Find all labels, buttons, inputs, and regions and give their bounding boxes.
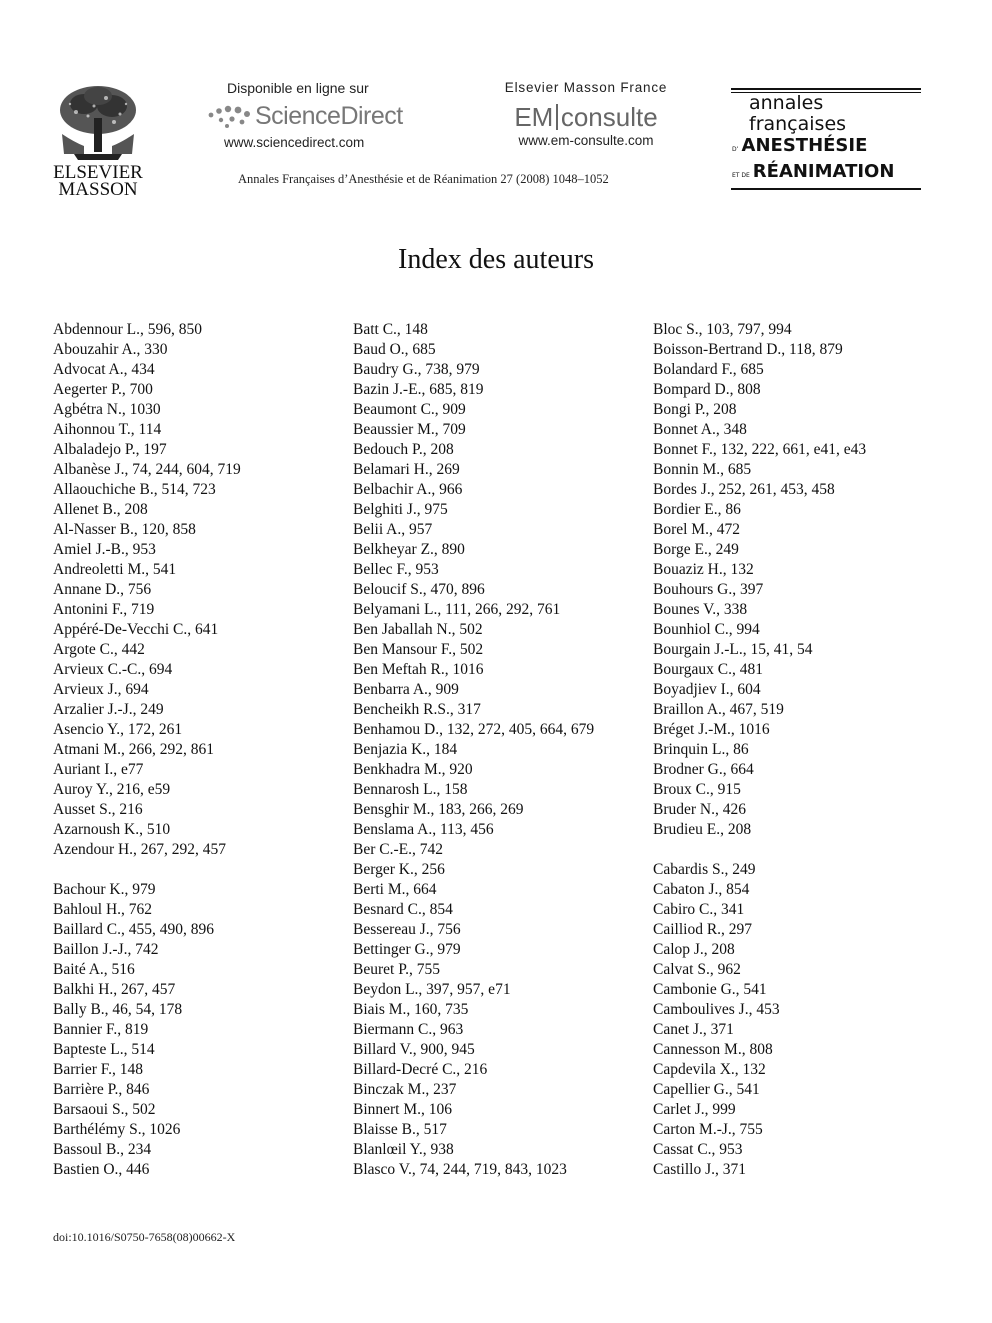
- index-entry: Billard-Decré C., 216: [353, 1061, 488, 1078]
- index-entry: Andreoletti M., 541: [53, 561, 177, 578]
- index-entry: Atmani M., 266, 292, 861: [53, 741, 215, 758]
- index-entry: Beloucif S., 470, 896: [353, 581, 485, 598]
- index-entry: Binnert M., 106: [353, 1101, 453, 1118]
- index-entry: Bensghir M., 183, 266, 269: [353, 801, 524, 818]
- index-entry: Billard V., 900, 945: [353, 1041, 475, 1058]
- index-entry: Benbarra A., 909: [353, 681, 459, 698]
- index-entry: Bazin J.-E., 685, 819: [353, 381, 484, 398]
- index-entry: Brudieu E., 208: [653, 821, 752, 838]
- index-entry: Baillon J.-J., 742: [53, 941, 159, 958]
- index-entry: Belghiti J., 975: [353, 501, 448, 518]
- sciencedirect-url[interactable]: www.sciencedirect.com: [224, 135, 365, 150]
- index-entry: Bencheikh R.S., 317: [353, 701, 481, 718]
- journal-logo-line-2: françaises: [749, 113, 847, 135]
- index-entry: Belyamani L., 111, 266, 292, 761: [353, 601, 561, 618]
- index-entry: Broux C., 915: [653, 781, 741, 798]
- index-entry: Belii A., 957: [353, 521, 433, 538]
- index-entry: Bruder N., 426: [653, 801, 746, 818]
- index-entry: Arvieux J., 694: [53, 681, 149, 698]
- journal-logo-line-4-text: RÉANIMATION: [752, 161, 895, 182]
- index-entry: Baud O., 685: [353, 341, 436, 358]
- index-entry: Bounes V., 338: [653, 601, 748, 618]
- index-entry: Baité A., 516: [53, 961, 135, 978]
- index-entry: Amiel J.-B., 953: [53, 541, 156, 558]
- index-entry: Bréget J.-M., 1016: [653, 721, 770, 738]
- publisher-name: ELSEVIER MASSON: [53, 162, 143, 200]
- index-entry: Bourgain J.-L., 15, 41, 54: [653, 641, 813, 658]
- index-entry: Capdevila X., 132: [653, 1061, 766, 1078]
- index-entry: Blanlœil Y., 938: [353, 1141, 454, 1158]
- index-entry: Allenet B., 208: [53, 501, 148, 518]
- index-entry: Azarnoush K., 510: [53, 821, 171, 838]
- doi-footer: doi:10.1016/S0750-7658(08)00662-X: [53, 1230, 236, 1244]
- index-letter-gap: [653, 840, 943, 860]
- index-entry: Bloc S., 103, 797, 994: [653, 321, 792, 338]
- index-entry: Abouzahir A., 330: [53, 341, 168, 358]
- index-entry: Cassat C., 953: [653, 1141, 743, 1158]
- index-entry: Cabardis S., 249: [653, 861, 756, 878]
- index-entry: Bourgaux C., 481: [653, 661, 763, 678]
- sciencedirect-block: [207, 80, 407, 150]
- index-entry: Agbétra N., 1030: [53, 401, 161, 418]
- index-entry: Calop J., 208: [653, 941, 735, 958]
- elsevier-masson-logo: [52, 84, 144, 198]
- journal-logo-line-3-text: ANESTHÉSIE: [741, 135, 868, 156]
- index-entry: Borge E., 249: [653, 541, 739, 558]
- emconsulte-url[interactable]: www.em-consulte.com: [518, 133, 654, 148]
- index-entry: Aihonnou T., 114: [53, 421, 162, 438]
- index-entry: Bally B., 46, 54, 178: [53, 1001, 183, 1018]
- sciencedirect-dots-icon: [207, 105, 251, 129]
- index-entry: Bettinger G., 979: [353, 941, 461, 958]
- index-entry: Bonnet A., 348: [653, 421, 747, 438]
- journal-logo-line-4-prefix: ET DE: [732, 172, 750, 179]
- emconsulte-logo: [496, 103, 676, 131]
- index-entry: Bouhours G., 397: [653, 581, 764, 598]
- index-entry: Abdennour L., 596, 850: [53, 321, 202, 338]
- index-entry: Arzalier J.-J., 249: [53, 701, 164, 718]
- index-entry: Blaisse B., 517: [353, 1121, 447, 1138]
- tree-emblem-icon: [54, 84, 142, 162]
- journal-logo-line-3-prefix: D’: [732, 146, 739, 153]
- index-entry: Albanèse J., 74, 244, 604, 719: [53, 461, 241, 478]
- index-entry: Cabiro C., 341: [653, 901, 745, 918]
- index-entry: Bonnet F., 132, 222, 661, e41, e43: [653, 441, 867, 458]
- index-entry: Bastien O., 446: [53, 1161, 150, 1178]
- index-entry: Bessereau J., 756: [353, 921, 461, 938]
- index-entry: Barthélémy S., 1026: [53, 1121, 181, 1138]
- index-entry: Albaladejo P., 197: [53, 441, 167, 458]
- index-entry: Biermann C., 963: [353, 1021, 464, 1038]
- index-entry: Bennarosh L., 158: [353, 781, 468, 798]
- index-entry: Belbachir A., 966: [353, 481, 463, 498]
- index-entry: Borel M., 472: [653, 521, 740, 538]
- index-entry: Cabaton J., 854: [653, 881, 750, 898]
- index-entry: Berti M., 664: [353, 881, 437, 898]
- emconsulte-logo-consulte: consulte: [560, 102, 658, 132]
- index-entry: Berger K., 256: [353, 861, 445, 878]
- journal-logo-line-1: annales: [749, 92, 824, 114]
- index-entry: Ben Mansour F., 502: [353, 641, 484, 658]
- index-entry: Boisson-Bertrand D., 118, 879: [653, 341, 843, 358]
- index-entry: Bouaziz H., 132: [653, 561, 754, 578]
- index-entry: Belamari H., 269: [353, 461, 460, 478]
- index-column-3: [653, 320, 943, 1180]
- journal-logo: [731, 88, 921, 190]
- index-entry: Cannesson M., 808: [653, 1041, 773, 1058]
- journal-logo-rule-top: [731, 88, 921, 90]
- index-entry: Belkheyar Z., 890: [353, 541, 465, 558]
- index-entry: Bahloul H., 762: [53, 901, 153, 918]
- index-entry: Carton M.-J., 755: [653, 1121, 763, 1138]
- index-entry: Barrier F., 148: [53, 1061, 144, 1078]
- index-entry: Antonini F., 719: [53, 601, 155, 618]
- index-entry: Camboulives J., 453: [653, 1001, 780, 1018]
- index-entry: Baillard C., 455, 490, 896: [53, 921, 215, 938]
- emconsulte-publisher: Elsevier Masson France: [504, 80, 668, 95]
- sciencedirect-name: ScienceDirect: [255, 102, 403, 130]
- index-entry: Beaumont C., 909: [353, 401, 466, 418]
- journal-logo-line-4: [732, 161, 921, 187]
- index-entry: Asencio Y., 172, 261: [53, 721, 183, 738]
- index-entry: Aegerter P., 700: [53, 381, 153, 398]
- index-entry: Capellier G., 541: [653, 1081, 760, 1098]
- page-title: Index des auteurs: [398, 244, 594, 275]
- index-entry: Boyadjiev I., 604: [653, 681, 761, 698]
- index-entry: Canet J., 371: [653, 1021, 734, 1038]
- journal-logo-rule-bottom: [731, 188, 921, 190]
- index-entry: Argote C., 442: [53, 641, 145, 658]
- index-entry: Appéré-De-Vecchi C., 641: [53, 621, 219, 638]
- available-online-label: Disponible en ligne sur: [227, 80, 369, 96]
- emconsulte-block: [496, 80, 676, 148]
- index-entry: Cambonie G., 541: [653, 981, 767, 998]
- index-entry: Azendour H., 267, 292, 457: [53, 841, 227, 858]
- index-entry: Ausset S., 216: [53, 801, 143, 818]
- index-entry: Bordes J., 252, 261, 453, 458: [653, 481, 835, 498]
- index-entry: Ber C.-E., 742: [353, 841, 443, 858]
- index-entry: Brodner G., 664: [653, 761, 754, 778]
- index-entry: Bongi P., 208: [653, 401, 737, 418]
- index-entry: Bachour K., 979: [53, 881, 156, 898]
- index-entry: Benhamou D., 132, 272, 405, 664, 679: [353, 721, 595, 738]
- index-entry: Carlet J., 999: [653, 1101, 736, 1118]
- index-entry: Al-Nasser B., 120, 858: [53, 521, 196, 538]
- index-entry: Beydon L., 397, 957, e71: [353, 981, 511, 998]
- index-entry: Bonnin M., 685: [653, 461, 752, 478]
- index-entry: Bompard D., 808: [653, 381, 761, 398]
- index-entry: Barsaoui S., 502: [53, 1101, 156, 1118]
- index-column-2: [353, 320, 643, 1180]
- index-entry: Benkhadra M., 920: [353, 761, 473, 778]
- index-entry: Benjazia K., 184: [353, 741, 458, 758]
- index-entry: Bellec F., 953: [353, 561, 439, 578]
- index-entry: Bannier F., 819: [53, 1021, 149, 1038]
- index-entry: Calvat S., 962: [653, 961, 741, 978]
- index-entry: Bordier E., 86: [653, 501, 741, 518]
- index-entry: Castillo J., 371: [653, 1161, 747, 1178]
- index-entry: Bolandard F., 685: [653, 361, 764, 378]
- index-entry: Arvieux C.-C., 694: [53, 661, 173, 678]
- index-entry: Binczak M., 237: [353, 1081, 457, 1098]
- index-entry: Allaouchiche B., 514, 723: [53, 481, 216, 498]
- journal-citation: Annales Françaises d’Anesthésie et de Réanimation 27 (2008) 1048–1052: [238, 172, 609, 186]
- index-entry: Ben Jaballah N., 502: [353, 621, 483, 638]
- index-entry: Cailliod R., 297: [653, 921, 753, 938]
- index-entry: Bedouch P., 208: [353, 441, 454, 458]
- index-entry: Beaussier M., 709: [353, 421, 466, 438]
- index-entry: Balkhi H., 267, 457: [53, 981, 176, 998]
- index-entry: Auriant I., e77: [53, 761, 144, 778]
- index-entry: Barrière P., 846: [53, 1081, 150, 1098]
- index-entry: Benslama A., 113, 456: [353, 821, 494, 838]
- journal-logo-line-3: [732, 135, 921, 161]
- index-entry: Bassoul B., 234: [53, 1141, 152, 1158]
- index-entry: Bounhiol C., 994: [653, 621, 760, 638]
- emconsulte-logo-em: EM: [514, 102, 554, 132]
- index-entry: Ben Meftah R., 1016: [353, 661, 484, 678]
- index-letter-gap: [53, 860, 343, 880]
- index-entry: Beuret P., 755: [353, 961, 440, 978]
- index-column-1: [53, 320, 343, 1180]
- emconsulte-logo-divider: [556, 104, 558, 130]
- index-entry: Besnard C., 854: [353, 901, 453, 918]
- index-entry: Braillon A., 467, 519: [653, 701, 784, 718]
- index-entry: Batt C., 148: [353, 321, 428, 338]
- index-entry: Auroy Y., 216, e59: [53, 781, 171, 798]
- index-entry: Advocat A., 434: [53, 361, 155, 378]
- index-entry: Baudry G., 738, 979: [353, 361, 480, 378]
- index-entry: Brinquin L., 86: [653, 741, 749, 758]
- index-entry: Biais M., 160, 735: [353, 1001, 469, 1018]
- index-entry: Annane D., 756: [53, 581, 152, 598]
- index-entry: Blasco V., 74, 244, 719, 843, 1023: [353, 1161, 567, 1178]
- index-entry: Bapteste L., 514: [53, 1041, 155, 1058]
